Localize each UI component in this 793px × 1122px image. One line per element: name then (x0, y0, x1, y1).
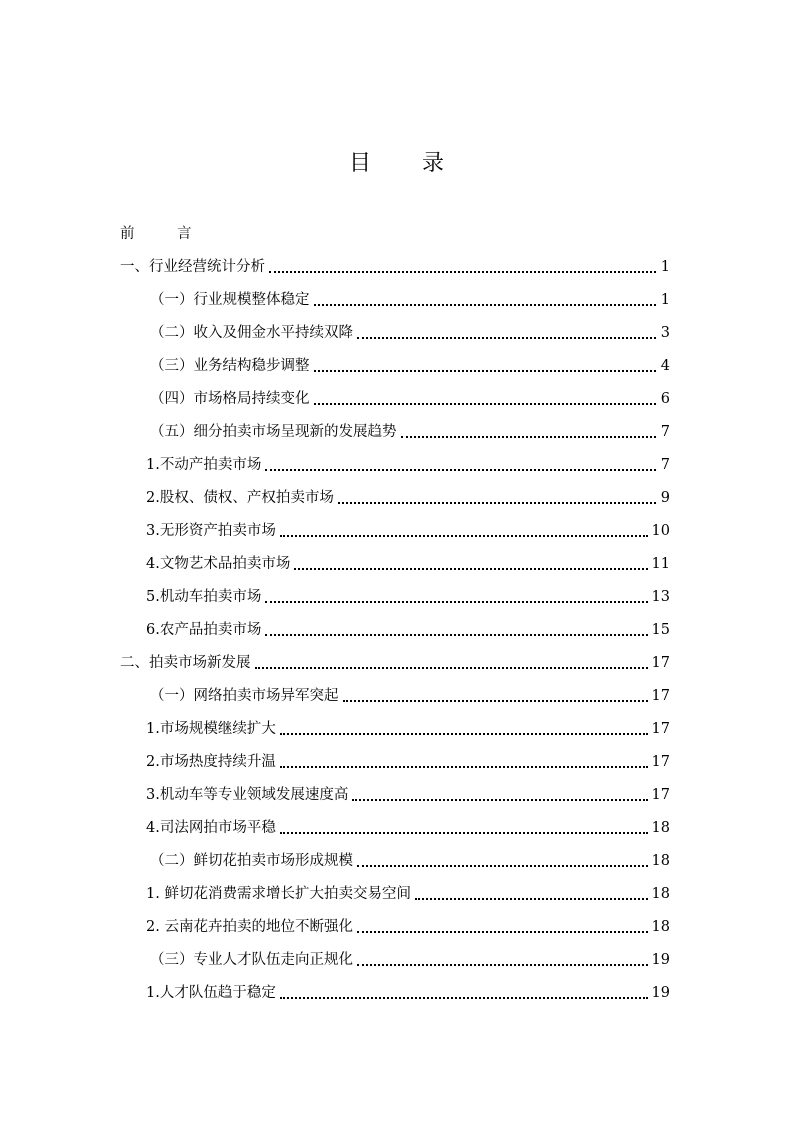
toc-page-number: 11 (651, 556, 670, 572)
toc-page-number: 18 (651, 886, 670, 902)
toc-page-number: 17 (651, 688, 670, 704)
toc-entry-text: （四）市场格局持续变化 (150, 391, 310, 407)
dot-leader (352, 799, 647, 801)
toc-page-number: 3 (660, 325, 670, 341)
toc-entry-text: 5.机动车拍卖市场 (146, 589, 262, 605)
toc-entry[interactable] (146, 715, 670, 739)
toc-entry[interactable] (146, 913, 670, 937)
dot-leader (314, 403, 657, 405)
toc-entry-text: 二、拍卖市场新发展 (120, 655, 251, 671)
toc-entry-text: 3.无形资产拍卖市场 (146, 523, 276, 539)
toc-entry-text: （二）鲜切花拍卖市场形成规模 (150, 853, 353, 869)
toc-entry[interactable] (146, 451, 670, 475)
dot-leader (343, 700, 648, 702)
toc-entry-text: 1.人才队伍趋于稳定 (146, 985, 276, 1001)
dot-leader (357, 865, 648, 867)
toc-entry[interactable] (146, 550, 670, 574)
toc-entry[interactable] (146, 748, 670, 772)
toc-entry[interactable] (146, 880, 670, 904)
dot-leader (357, 337, 656, 339)
toc-entry[interactable] (146, 616, 670, 640)
toc-page-number: 4 (660, 358, 670, 374)
dot-leader (255, 667, 648, 669)
toc-entry-text: 1.不动产拍卖市场 (146, 457, 262, 473)
dot-leader (280, 997, 648, 999)
toc-entry-text: 一、行业经营统计分析 (120, 259, 265, 275)
page-title: 目 录 (349, 151, 466, 176)
dot-leader (269, 271, 656, 273)
toc-page-number: 1 (660, 259, 670, 275)
toc-page-number: 10 (651, 523, 670, 539)
dot-leader (280, 733, 648, 735)
toc-entry-text: 6.农产品拍卖市场 (146, 622, 262, 638)
toc-page-number: 7 (660, 424, 670, 440)
toc-entry[interactable] (150, 946, 670, 970)
dot-leader (280, 535, 648, 537)
dot-leader (415, 898, 648, 900)
toc-entry-text: （一）网络拍卖市场异军突起 (150, 688, 339, 704)
toc-page-number: 6 (660, 391, 670, 407)
toc-entry-preface[interactable] (120, 220, 670, 244)
toc-page-number: 17 (651, 655, 670, 671)
dot-leader (265, 601, 647, 603)
toc-page-number: 1 (660, 292, 670, 308)
toc-entry-text: （一）行业规模整体稳定 (150, 292, 310, 308)
dot-leader (265, 634, 647, 636)
toc-page-number: 17 (651, 787, 670, 803)
dot-leader (314, 304, 657, 306)
toc-entry[interactable] (150, 286, 670, 310)
dot-leader (265, 469, 656, 471)
toc-entry-text: 1.市场规模继续扩大 (146, 721, 276, 737)
toc-entry-text: 4.文物艺术品拍卖市场 (146, 556, 291, 572)
toc-entry[interactable] (150, 319, 670, 343)
toc-page-number: 7 (660, 457, 670, 473)
toc-entry[interactable] (120, 649, 670, 673)
toc-page-number: 17 (651, 721, 670, 737)
toc-page-number: 19 (651, 985, 670, 1001)
toc-entry[interactable] (150, 847, 670, 871)
toc-entry[interactable] (150, 352, 670, 376)
toc-entry[interactable] (146, 781, 670, 805)
toc-page-number: 17 (651, 754, 670, 770)
toc-entry-text: （三）专业人才队伍走向正规化 (150, 952, 353, 968)
toc-page-number: 18 (651, 919, 670, 935)
toc-page-number: 9 (660, 490, 670, 506)
toc-entry-text: 4.司法网拍市场平稳 (146, 820, 276, 836)
toc-entry-text: （三）业务结构稳步调整 (150, 358, 310, 374)
toc-entry-text: 前 言 (120, 226, 206, 242)
dot-leader (338, 502, 656, 504)
toc-page-number: 18 (651, 820, 670, 836)
toc-entry-text: 2.市场热度持续升温 (146, 754, 276, 770)
toc-entry-text: 1. 鲜切花消费需求增长扩大拍卖交易空间 (146, 886, 411, 902)
toc-entry-text: （二）收入及佣金水平持续双降 (150, 325, 353, 341)
toc-page-number: 18 (651, 853, 670, 869)
toc-entry-text: 3.机动车等专业领域发展速度高 (146, 787, 349, 803)
toc-entry[interactable] (150, 385, 670, 409)
dot-leader (314, 370, 657, 372)
dot-leader (280, 766, 648, 768)
dot-leader (357, 931, 648, 933)
toc-entry-text: 2.股权、债权、产权拍卖市场 (146, 490, 334, 506)
dot-leader (401, 436, 657, 438)
toc-entry[interactable] (146, 517, 670, 541)
toc-page-number: 13 (651, 589, 670, 605)
toc-entry[interactable] (146, 814, 670, 838)
toc-page-number: 15 (651, 622, 670, 638)
toc-entry[interactable] (146, 484, 670, 508)
toc-entry[interactable] (150, 418, 670, 442)
toc-entry[interactable] (120, 253, 670, 277)
toc-entry-text: （五）细分拍卖市场呈现新的发展趋势 (150, 424, 397, 440)
toc-entry-text: 2. 云南花卉拍卖的地位不断强化 (146, 919, 353, 935)
toc-entry[interactable] (146, 979, 670, 1003)
dot-leader (357, 964, 648, 966)
toc-entry[interactable] (146, 583, 670, 607)
toc-page-number: 19 (651, 952, 670, 968)
dot-leader (294, 568, 647, 570)
dot-leader (280, 832, 648, 834)
toc-entry[interactable] (150, 682, 670, 706)
